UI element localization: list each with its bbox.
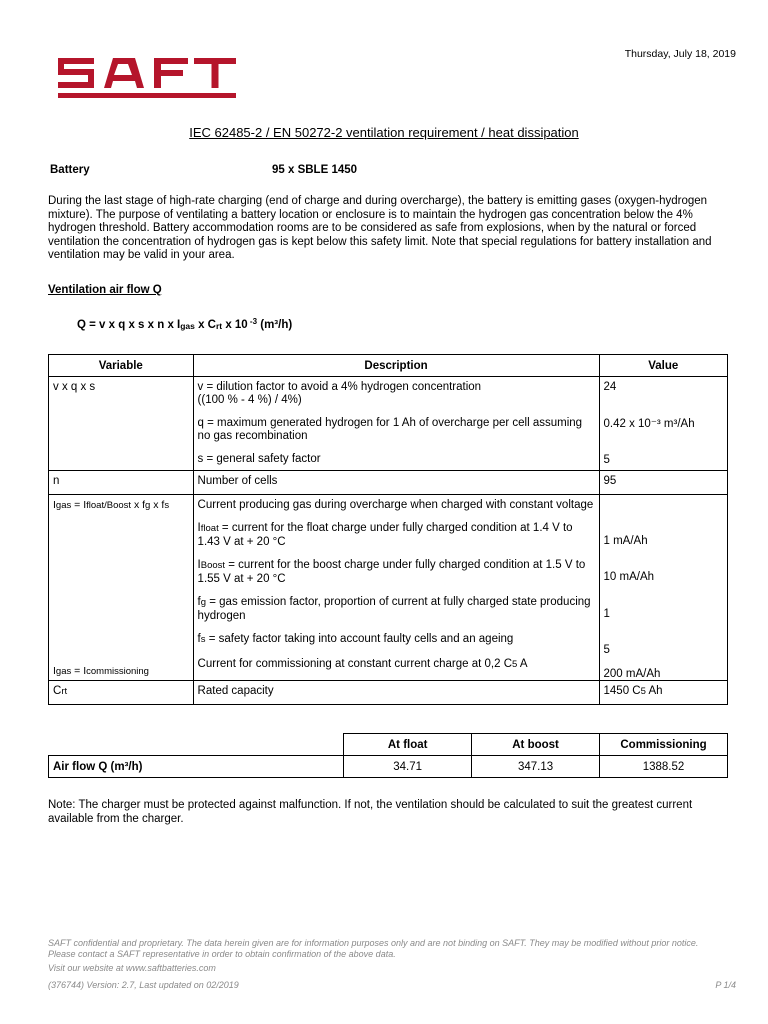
cell-variable: [49, 681, 194, 705]
desc-v: v = dilution factor to avoid a 4% hydrogen concentration: [197, 381, 482, 393]
crt-value-text: Ah: [645, 685, 663, 697]
desc-text: = gas emission factor, proportion of current at fully charged state producing hydrogen: [197, 596, 591, 622]
desc-text: = current for the boost charge under fully charged condition at 1.5 V to 1.55 V at + 20 °C: [197, 559, 586, 585]
document-date: Thursday, July 18, 2019: [624, 48, 736, 60]
document-title: IEC 62485-2 / EN 50272-2 ventilation requirement / heat dissipation: [189, 125, 579, 140]
desc-sub: Boost: [200, 560, 226, 571]
battery-value: 95 x SBLE 1450: [272, 164, 358, 176]
desc-text: A: [517, 657, 528, 670]
desc-sub: 5: [512, 658, 518, 670]
value-fs: 5: [603, 644, 610, 656]
crt-text: C: [53, 685, 62, 697]
igas-commissioning-variable: [53, 665, 189, 679]
igas-sub: float/Boost: [86, 499, 132, 511]
desc-sub: s: [200, 634, 206, 645]
cell-description: [193, 377, 599, 471]
table-row-igas: [49, 494, 728, 681]
variables-table: [48, 354, 728, 705]
cell-description: Rated capacity: [193, 681, 599, 705]
cell-value: [599, 494, 727, 681]
header-value: Value: [599, 355, 727, 377]
desc-fg: [198, 596, 595, 622]
charger-note: Note: The charger must be protected against malfunction. If not, the ventilation should be calculated to suit the greatest current available from the charger.: [48, 799, 693, 825]
desc-igas-main: Current producing gas during overcharge when charged with constant voltage: [197, 498, 594, 511]
igas-text: I: [53, 498, 56, 511]
header-variable: Variable: [49, 355, 194, 377]
airflow-formula: [77, 319, 292, 331]
formula-sub: gas: [180, 321, 195, 331]
desc-text: f: [197, 633, 201, 645]
table-row-crt: [49, 681, 728, 705]
desc-sub: g: [200, 597, 207, 608]
page-number: P 1/4: [715, 980, 736, 990]
footer-website: Visit our website at www.saftbatteries.com: [48, 963, 216, 973]
value-iboost: 10 mA/Ah: [603, 571, 655, 583]
desc-text: f: [197, 596, 201, 608]
cell-variable: [49, 494, 194, 681]
igas-text: x f: [131, 498, 146, 511]
value-fg: 1: [603, 607, 610, 620]
igas-text: I: [53, 665, 56, 677]
desc-fs: [198, 633, 595, 647]
airflow-label: Air flow Q (m³/h): [49, 756, 344, 778]
header-commissioning: Commissioning: [600, 734, 728, 756]
formula-sub: rt: [215, 321, 223, 331]
header-description: Description: [193, 355, 599, 377]
cell-description: Number of cells: [193, 470, 599, 494]
crt-value-text: 1450 C: [603, 685, 641, 697]
desc-sub: float: [200, 523, 219, 534]
crt-sub: rt: [61, 686, 68, 697]
igas-text: = I: [71, 665, 87, 677]
airflow-float-value: 34.71: [344, 756, 472, 778]
value-ifloat: 1 mA/Ah: [603, 534, 648, 547]
igas-text: = I: [71, 498, 87, 511]
header-at-float: At float: [344, 734, 472, 756]
value-s: 5: [603, 454, 610, 466]
value-commissioning: 200 mA/Ah: [603, 667, 661, 680]
cell-variable: n: [49, 470, 194, 494]
desc-text: I: [197, 559, 201, 571]
desc-q: q = maximum generated hydrogen for 1 Ah of overcharge per cell assuming no gas recombination: [197, 417, 583, 442]
saft-logo: [56, 52, 238, 98]
desc-v2: ((100 % - 4 %) / 4%): [197, 393, 302, 406]
desc-text: = safety factor taking into account faulty cells and an ageing: [205, 633, 514, 645]
airflow-table: [48, 733, 728, 778]
desc-iboost: [198, 559, 595, 585]
formula-part: (m³/h): [257, 319, 293, 331]
table-header-row: [49, 355, 728, 377]
airflow-commissioning-value: 1388.52: [600, 756, 728, 778]
battery-label: Battery: [50, 164, 90, 176]
header-at-boost: At boost: [472, 734, 600, 756]
value-v: 24: [603, 381, 617, 393]
desc-text: Current for commissioning at constant current charge at 0,2 C: [197, 657, 513, 670]
airflow-header-row: [49, 734, 728, 756]
igas-sub: gas: [55, 499, 72, 511]
desc-ifloat: [198, 522, 595, 548]
section-title: Ventilation air flow Q: [48, 284, 162, 296]
cell-value: [599, 681, 727, 705]
variable-text: v x q x s: [53, 381, 96, 393]
desc-commissioning: [198, 658, 595, 672]
desc-text: = current for the float charge under fully charged condition at 1.4 V to 1.43 V at + 20 °C: [197, 522, 573, 548]
formula-part: Q = v x q x s x n x I: [77, 319, 181, 331]
footer-version: (376744) Version: 2.7, Last updated on 02/2019: [48, 980, 239, 990]
desc-text: I: [197, 522, 201, 534]
cell-description: [193, 494, 599, 681]
desc-s: s = general safety factor: [197, 453, 321, 465]
igas-sub: s: [164, 499, 170, 511]
formula-part: x 10: [222, 319, 248, 331]
airflow-boost-value: 347.13: [472, 756, 600, 778]
igas-sub: g: [145, 499, 151, 511]
blank-cell: [49, 734, 344, 756]
cell-value: 95: [599, 470, 727, 494]
igas-text: x f: [150, 498, 165, 511]
igas-sub: gas: [55, 666, 72, 677]
cell-value: [599, 377, 727, 471]
value-q: 0.42 x 10⁻³ m³/Ah: [603, 417, 695, 430]
table-row-vqs: [49, 377, 728, 471]
igas-variable: [53, 499, 189, 513]
airflow-row: [49, 756, 728, 778]
intro-paragraph: During the last stage of high-rate charging (end of charge and during overcharge), the battery is emitting gases (oxygen-hydrogen mixture). The purpose of ventilating a battery location or enclosure is to maintain the hydrogen gas concentration below the 4% hydrogen threshold. Battery accommodation rooms are to be considered as safe from explosions, when by the natural or forced ventilation the concentration of hydrogen gas is kept below this safety limit. Note that special regulations for battery installation and ventilation may be valid in your area.: [48, 195, 712, 261]
table-row-n: [49, 470, 728, 494]
formula-sup: -3: [247, 317, 258, 326]
igas-sub: commissioning: [86, 666, 149, 677]
formula-part: x C: [194, 319, 216, 331]
crt-value-sub: 5: [640, 686, 646, 697]
footer-confidential: SAFT confidential and proprietary. The data herein given are for information purposes only and are not binding on SAFT. They may be modified without prior notice. Please contact a SAFT representative in order to obtain confirmation of the above data.: [48, 938, 699, 959]
cell-variable: [49, 377, 194, 471]
